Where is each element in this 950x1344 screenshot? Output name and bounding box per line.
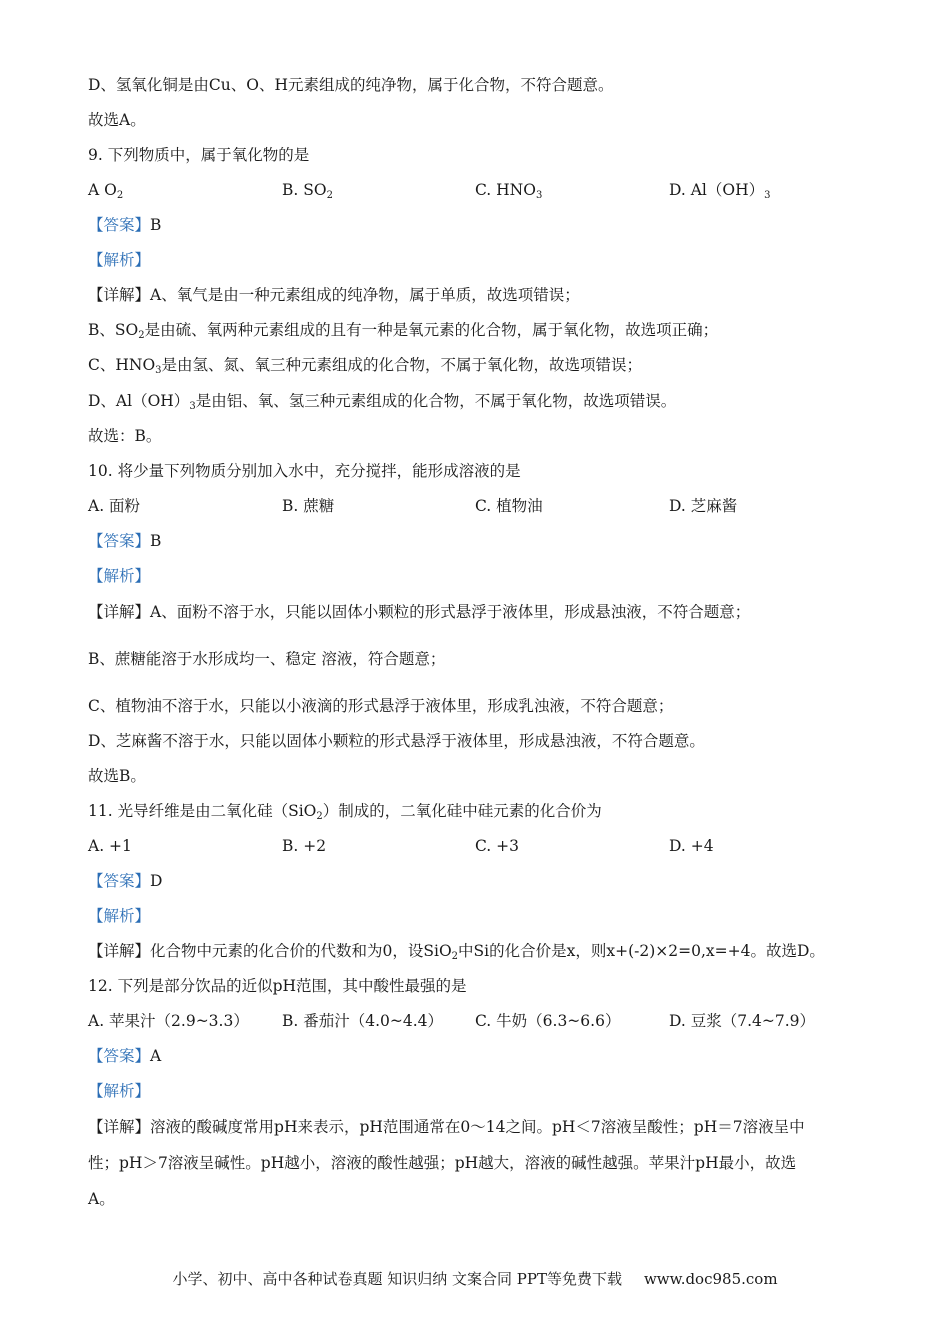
q9-option-d: D. $Al(OH)_3$ [669, 181, 771, 201]
q9-option-b: B. $SO_2$ [282, 181, 333, 201]
q12-detail-line-2: 性；pH＞7溶液呈碱性。pH越小，溶液的酸性越强；pH越大，溶液的碱性越强。苹果汁pH最小，故选 [88, 1154, 797, 1172]
q10-detail-b: B、蔗糖能溶于水形成均一、稳定 溶液，符合题意； [88, 650, 446, 668]
footer-url[interactable]: www.doc985.com [643, 1270, 778, 1288]
q12-option-b: B. 番茄汁（4.0~4.4） [282, 1012, 444, 1030]
q9-conclusion: 故选：B。 [88, 427, 162, 445]
q9-detail-b: B、$SO_2$是由硫、氧两种元素组成的且有一种是氧元素的化合物，属于氧化物，故选项正确； [88, 321, 719, 341]
q10-detail-a: 【详解】A、面粉不溶于水，只能以固体小颗粒的形式悬浮于液体里，形成悬浊液，不符合题意； [88, 603, 751, 621]
q9-detail-c: C、$HNO_3$是由氢、氮、氧三种元素组成的化合物，不属于氧化物，故选项错误； [88, 356, 643, 376]
q12-stem: 12. 下列是部分饮品的近似pH范围，其中酸性最强的是 [88, 977, 467, 995]
q11-option-b: B. +2 [282, 837, 327, 855]
q9-option-a: A $O_2$ [88, 181, 124, 201]
q9-stem: 9. 下列物质中，属于氧化物的是 [88, 146, 310, 164]
prev-conclusion: 故选A。 [88, 111, 146, 129]
q10-conclusion: 故选B。 [88, 767, 146, 785]
q9-detail-d: D、$Al(OH)_3$是由铝、氧、氢三种元素组成的化合物，不属于氧化物，故选项错误。 [88, 392, 677, 412]
q11-answer: 【答案】D [88, 872, 163, 890]
q11-analysis-tag: 【解析】 [88, 907, 151, 925]
answer-tag: 【答案】 [88, 216, 151, 234]
page-footer [0, 1268, 950, 1289]
prev-option-d-explanation: D、氢氧化铜是由Cu、O、H元素组成的纯净物，属于化合物，不符合题意。 [88, 76, 614, 94]
q12-option-d: D. 豆浆（7.4~7.9） [669, 1012, 816, 1030]
q10-option-b: B. 蔗糖 [282, 497, 335, 515]
q10-detail-d: D、芝麻酱不溶于水，只能以固体小颗粒的形式悬浮于液体里，形成悬浊液，不符合题意。 [88, 732, 705, 750]
q12-option-a: A. 苹果汁（2.9~3.3） [88, 1012, 249, 1030]
q9-answer: 【答案】B [88, 216, 162, 234]
q10-option-d: D. 芝麻酱 [669, 497, 738, 515]
q9-option-c: C. $HNO_3$ [475, 181, 543, 201]
q10-option-c: C. 植物油 [475, 497, 543, 515]
q11-option-d: D. +4 [669, 837, 714, 855]
q10-analysis-tag: 【解析】 [88, 567, 151, 585]
q10-detail-c: C、植物油不溶于水，只能以小液滴的形式悬浮于液体里，形成乳浊液，不符合题意； [88, 697, 674, 715]
q12-detail-line-3: A。 [88, 1190, 115, 1208]
q11-option-a: A. +1 [88, 837, 132, 855]
q12-detail-line-1: 【详解】溶液的酸碱度常用pH来表示，pH范围通常在0～14之间。pH＜7溶液呈酸性；pH＝7溶液呈中 [88, 1118, 805, 1136]
q12-answer: 【答案】A [88, 1047, 162, 1065]
q11-stem: 11. 光导纤维是由二氧化硅（SiO$_2$）制成的，二氧化硅中硅元素的化合价为 [88, 802, 602, 822]
q10-stem: 10. 将少量下列物质分别加入水中，充分搅拌，能形成溶液的是 [88, 462, 521, 480]
footer-text: 小学、初中、高中各种试卷真题 知识归纳 文案合同 PPT等免费下载 [172, 1270, 622, 1288]
q11-detail: 【详解】化合物中元素的化合价的代数和为0，设SiO$_2$中Si的化合价是x，则x+(-2)×2=0,x=+4。故选D。 [88, 942, 825, 962]
q12-option-c: C. 牛奶（6.3~6.6） [475, 1012, 621, 1030]
q11-option-c: C. +3 [475, 837, 520, 855]
q10-answer: 【答案】B [88, 532, 162, 550]
q9-detail-a: 【详解】A、氧气是由一种元素组成的纯净物，属于单质，故选项错误； [88, 286, 580, 304]
q10-option-a: A. 面粉 [88, 497, 141, 515]
q9-analysis-tag: 【解析】 [88, 251, 151, 269]
q12-analysis-tag: 【解析】 [88, 1082, 151, 1100]
